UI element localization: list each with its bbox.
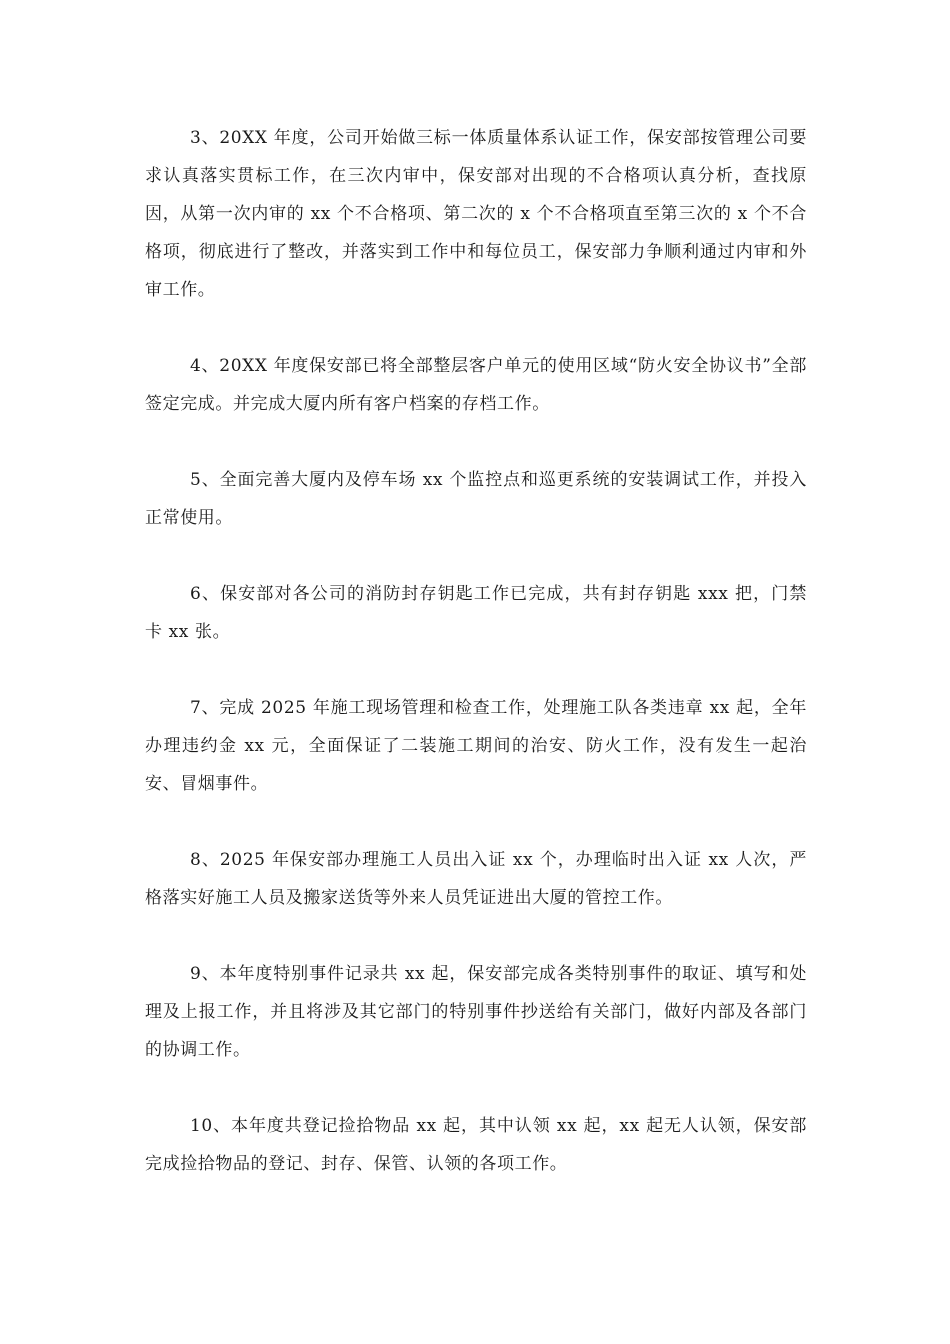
paragraph-item-7: 7、完成 2025 年施工现场管理和检查工作，处理施工队各类违章 xx 起，全年办理违约金 xx 元，全面保证了二装施工期间的治安、防火工作，没有发生一起治安、冒烟事件。 — [145, 698, 807, 794]
paragraph-item-3: 3、20XX 年度，公司开始做三标一体质量体系认证工作，保安部按管理公司要求认真落实贯标工作，在三次内审中，保安部对出现的不合格项认真分析，查找原因，从第一次内审的 xx 个不合格项、第二次的 x 个不合格项直至第三次的 x 个不合格项，彻底进行了整改，并落实到工作中和每位员工，保安部力争顺利通过内审和外审工作。 — [145, 128, 807, 300]
paragraph-item-4: 4、20XX 年度保安部已将全部整层客户单元的使用区域“防火安全协议书”全部签定完成。并完成大厦内所有客户档案的存档工作。 — [145, 356, 807, 414]
document-body — [145, 119, 807, 1221]
paragraph-item-9: 9、本年度特别事件记录共 xx 起，保安部完成各类特别事件的取证、填写和处理及上报工作，并且将涉及其它部门的特别事件抄送给有关部门，做好内部及各部门的协调工作。 — [145, 964, 807, 1060]
paragraph-item-6: 6、保安部对各公司的消防封存钥匙工作已完成，共有封存钥匙 xxx 把，门禁卡 xx 张。 — [145, 584, 807, 642]
paragraph-item-5: 5、全面完善大厦内及停车场 xx 个监控点和巡更系统的安装调试工作，并投入正常使用。 — [145, 470, 807, 528]
paragraph-item-10: 10、本年度共登记捡拾物品 xx 起，其中认领 xx 起，xx 起无人认领，保安部完成捡拾物品的登记、封存、保管、认领的各项工作。 — [145, 1116, 807, 1174]
paragraph-item-8: 8、2025 年保安部办理施工人员出入证 xx 个，办理临时出入证 xx 人次，严格落实好施工人员及搬家送货等外来人员凭证进出大厦的管控工作。 — [145, 850, 807, 908]
